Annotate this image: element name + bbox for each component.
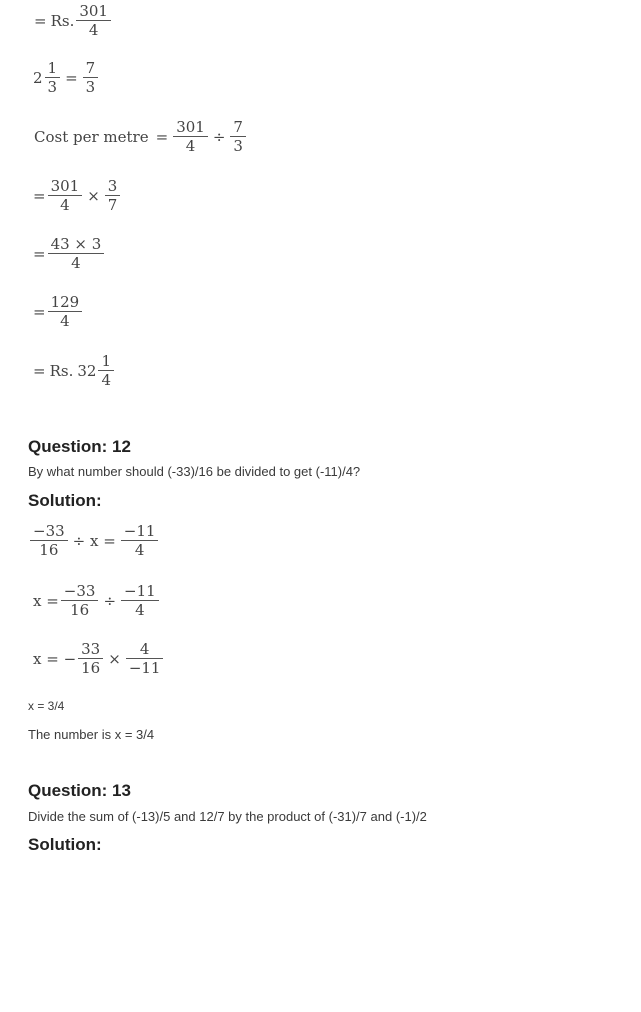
- question-12-text: By what number should (-33)/16 be divided to get (-11)/4?: [28, 464, 361, 479]
- numerator: 3: [107, 177, 118, 195]
- fraction: [30, 522, 68, 559]
- divide-x-equals: ÷ x =: [72, 531, 116, 550]
- denominator: 16: [81, 659, 101, 677]
- currency-prefix: Rs.: [50, 11, 75, 30]
- question-12-solution-label: Solution:: [28, 491, 102, 510]
- equals-sign: =: [33, 302, 46, 321]
- fraction: [78, 640, 103, 677]
- denominator: 4: [134, 541, 145, 559]
- math-step-mixed-to-improper: [33, 59, 100, 96]
- denominator: 4: [101, 371, 111, 389]
- numerator: 129: [50, 293, 80, 311]
- math-step-cost-per-metre: [34, 118, 248, 155]
- denominator: 3: [47, 78, 58, 96]
- math-step-129-4: [33, 293, 84, 330]
- fraction: [98, 352, 114, 389]
- numerator: 301: [176, 118, 205, 136]
- math-step-multiply-reciprocal: [33, 177, 122, 214]
- fraction: [126, 640, 164, 677]
- numerator: 301: [50, 177, 80, 195]
- whole-number: 2: [33, 68, 43, 87]
- x-equals-negative: x = −: [33, 649, 77, 668]
- denominator: 16: [70, 601, 90, 619]
- numerator: −11: [123, 522, 156, 540]
- equals-sign: =: [33, 186, 46, 205]
- denominator: 3: [85, 78, 96, 96]
- denominator: 4: [88, 21, 99, 39]
- math-step-final-answer: [33, 352, 116, 389]
- fraction: [48, 293, 83, 330]
- multiply-sign: ×: [87, 186, 100, 205]
- numerator: 43 × 3: [50, 235, 102, 253]
- equals-sign: =: [33, 244, 46, 263]
- denominator: 3: [233, 137, 243, 155]
- divide-sign: ÷: [103, 591, 117, 610]
- whole-number: 32: [77, 361, 97, 380]
- numerator: 4: [139, 640, 150, 658]
- numerator: 1: [101, 352, 111, 370]
- numerator: 7: [85, 59, 96, 77]
- fraction: [230, 118, 246, 155]
- numerator: 1: [47, 59, 58, 77]
- numerator: 33: [81, 640, 101, 658]
- numerator: −33: [33, 522, 65, 540]
- q12-equation-multiply: [33, 640, 165, 677]
- fraction: [121, 582, 159, 619]
- fraction: [83, 59, 99, 96]
- equals-sign: =: [34, 11, 47, 30]
- numerator: −11: [124, 582, 156, 600]
- q12-result: x = 3/4: [28, 699, 65, 713]
- question-13-heading: Question: 13: [28, 781, 131, 800]
- denominator: 4: [60, 312, 70, 330]
- x-equals: x =: [33, 591, 59, 610]
- q12-equation-isolate-x: [33, 582, 161, 619]
- denominator: 16: [39, 541, 59, 559]
- question-13-text: Divide the sum of (-13)/5 and 12/7 by the product of (-31)/7 and (-1)/2: [28, 809, 427, 824]
- fraction: [48, 177, 83, 214]
- fraction: [76, 2, 111, 39]
- q12-equation-setup: [28, 522, 160, 559]
- divide-sign: ÷: [212, 127, 226, 146]
- currency-prefix: Rs.: [49, 361, 74, 380]
- denominator: 7: [107, 196, 118, 214]
- denominator: 4: [71, 254, 81, 272]
- denominator: 4: [135, 601, 145, 619]
- q12-conclusion: The number is x = 3/4: [28, 727, 155, 742]
- math-step-simplified-product: [33, 235, 106, 272]
- numerator: 301: [79, 2, 108, 20]
- denominator: −11: [128, 659, 161, 677]
- question-13-solution-label: Solution:: [28, 835, 102, 854]
- numerator: 7: [233, 118, 243, 136]
- equals-sign: =: [155, 127, 169, 146]
- denominator: 4: [185, 137, 196, 155]
- numerator: −33: [63, 582, 96, 600]
- fraction: [45, 59, 61, 96]
- fraction: [121, 522, 159, 559]
- equals-sign: =: [33, 361, 46, 380]
- equals-sign: =: [65, 68, 78, 87]
- cost-label: Cost per metre: [34, 127, 149, 146]
- fraction: [61, 582, 99, 619]
- fraction: [173, 118, 208, 155]
- fraction: [48, 235, 105, 272]
- denominator: 4: [60, 196, 70, 214]
- question-12-heading: Question: 12: [28, 437, 131, 456]
- multiply-sign: ×: [108, 649, 121, 668]
- fraction: [105, 177, 121, 214]
- math-step-rs-301-4: [34, 2, 113, 39]
